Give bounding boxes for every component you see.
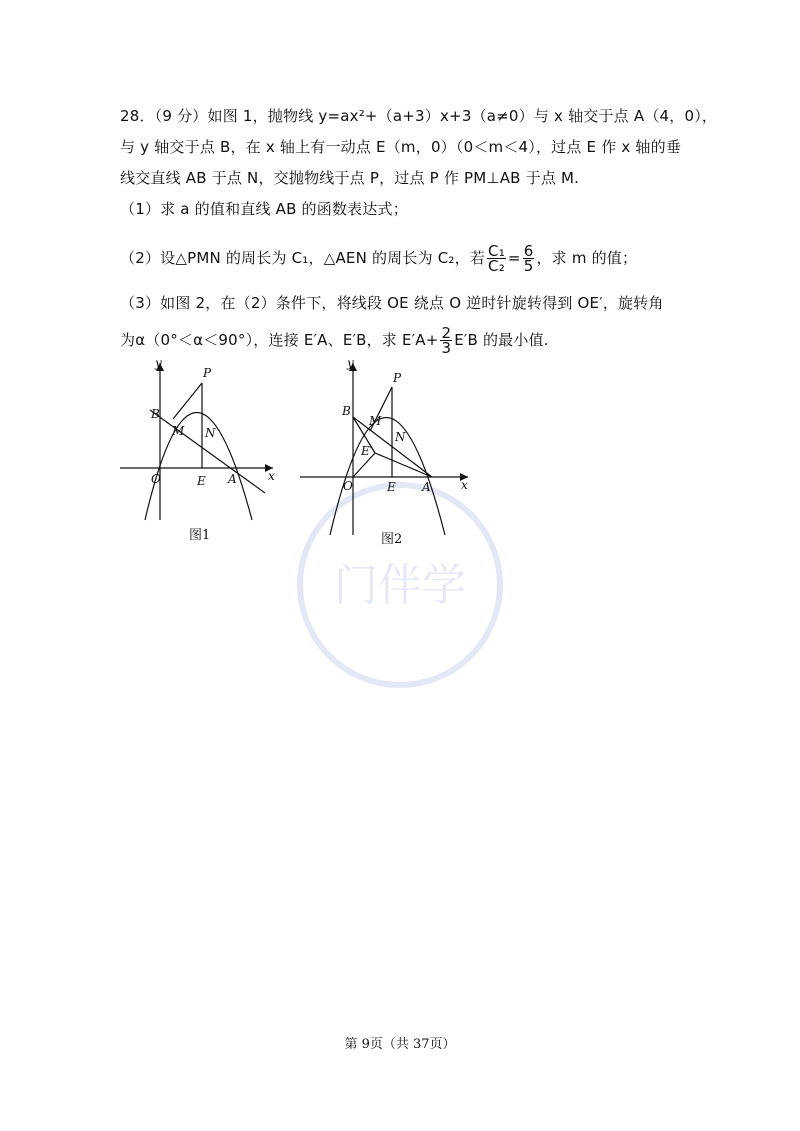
figure-2-graph: [295, 355, 480, 550]
question-part-2-text-a: （2）设△PMN 的周长为 C₁，△AEN 的周长为 C₂，若: [120, 249, 486, 267]
problem-line-2: 与 y 轴交于点 B，在 x 轴上有一动点 E（m，0）（0＜m＜4），过点 E 作 x 轴的垂: [120, 138, 682, 156]
question-part-3-text-a: 为α（0°＜α＜90°），连接 E′A、E′B，求 E′A+: [120, 331, 439, 349]
problem-line-1: 28．（9 分）如图 1，抛物线 y=ax²+（a+3）x+3（a≠0）与 x 轴交于点 A（4，0），: [120, 107, 718, 125]
label-m: M: [369, 414, 382, 428]
label-e: E: [197, 474, 206, 488]
label-x: x: [268, 469, 275, 483]
label-n: N: [205, 426, 216, 440]
label-m: M: [172, 424, 185, 438]
figure-2-caption: 图2: [381, 532, 403, 547]
fraction-denominator: C₂: [488, 257, 505, 275]
parabola-curve: [145, 413, 252, 521]
page-footer: 第 9页（共 37页）: [344, 1037, 456, 1052]
fraction-numerator: 6: [523, 242, 534, 260]
fraction-numerator: C₁: [488, 242, 505, 260]
fraction-numerator: 2: [441, 324, 452, 342]
figure-1-graph: [115, 355, 285, 540]
question-part-2-text-b: ，求 m 的值；: [536, 249, 638, 267]
label-y: y: [347, 356, 354, 370]
fraction-6-5: [523, 244, 535, 273]
problem-line-3: 线交直线 AB 于点 N，交抛物线于点 P，过点 P 作 PM⊥AB 于点 M.: [120, 169, 580, 187]
label-a: A: [422, 480, 431, 494]
label-a: A: [228, 472, 237, 486]
question-part-3: （3）如图 2，在（2）条件下，将线段 OE 绕点 O 逆时针旋转得到 OE′，旋转角: [120, 294, 664, 312]
equals-sign: =: [507, 249, 521, 267]
figure-1-caption: 图1: [189, 528, 211, 543]
label-b: B: [342, 404, 351, 418]
question-part-2: [120, 244, 637, 273]
label-o: O: [151, 472, 161, 486]
label-p: P: [203, 366, 212, 380]
fraction-denominator: 5: [523, 257, 534, 275]
question-part-3-text-b: E′B 的最小值.: [454, 331, 549, 349]
line-ab: [150, 410, 265, 493]
parabola-curve: [330, 418, 445, 536]
segment-pm: [173, 383, 202, 419]
label-n: N: [395, 430, 406, 444]
fraction-denominator: 3: [441, 339, 452, 357]
label-e-prime: E′: [361, 444, 373, 458]
label-o: O: [343, 479, 353, 493]
question-part-1: （1）求 a 的值和直线 AB 的函数表达式；: [120, 200, 408, 218]
label-p: P: [393, 371, 402, 385]
label-y: y: [155, 356, 162, 370]
watermark-text: 门伴学: [334, 560, 466, 611]
label-e: E: [387, 480, 396, 494]
question-part-3-cont: [120, 326, 549, 355]
label-b: B: [151, 407, 160, 421]
fraction-c1-c2: [487, 244, 506, 273]
label-x: x: [461, 478, 468, 492]
fraction-2-3: [440, 326, 452, 355]
